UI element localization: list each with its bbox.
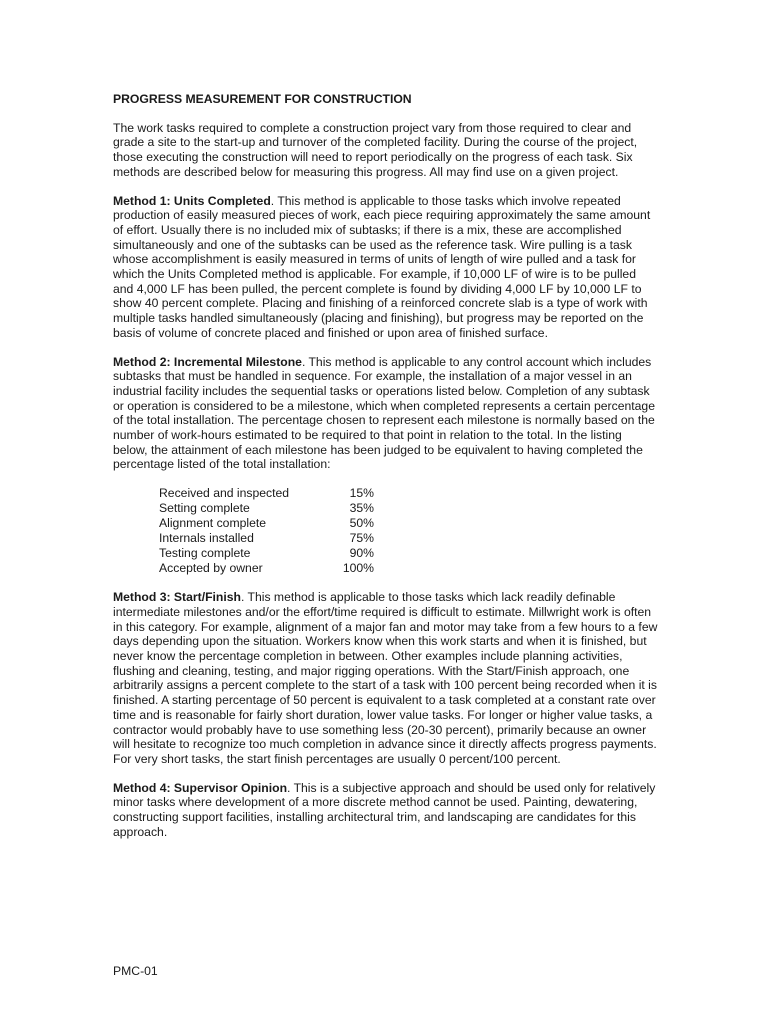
method-4-paragraph — [113, 781, 658, 840]
milestone-percent: 50% — [349, 516, 374, 531]
method-4-body: . This is a subjective approach and should be used only for relatively minor tasks where development of a more discrete method cannot be used. Painting, dewatering, constructing support facilities, installing architectural trim, and landscaping are candidates for this approach. — [113, 780, 656, 839]
milestone-percent: 15% — [349, 486, 374, 501]
method-2-body: . This method is applicable to any control account which includes subtasks that must be handled in sequence. For example, the installation of a major vessel in an industrial facility includes the sequential tasks or operations listed below. Completion of any subtask or operation is considered to be a milestone, which when completed represents a certain percentage of the total installation. The percentage chosen to represent each milestone is normally based on the number of work-hours estimated to be required to that point in relation to the total. In the listing below, the attainment of each milestone has been judged to be equivalent to having completed the percentage listed of the total installation: — [113, 354, 655, 472]
document-title: PROGRESS MEASUREMENT FOR CONSTRUCTION — [113, 92, 412, 106]
method-1-paragraph — [113, 194, 658, 341]
method-3-body: . This method is applicable to those tasks which lack readily definable intermediate milestones and/or the effort/time required is difficult to estimate. Millwright work is often in this category. For example, alignment of a major fan and motor may take from a few hours to a few days depending upon the situation. Workers know when this work starts and when it is finished, but never know the percentage completion in between. Other examples include planning activities, flushing and cleaning, testing, and major rigging operations. With the Start/Finish approach, one arbitrarily assigns a percent complete to the start of a task with 100 percent being recorded when it is finished. A starting percentage of 50 percent is equivalent to a task completed at a constant rate over time and is reasonable for fairly short duration, lower value tasks. For longer or higher value tasks, a contractor would probably have to use something less (20-30 percent), primarily because an owner will hesitate to recognize too much completion in advance since it directly affects progress payments. For very short tasks, the start finish percentages are usually 0 percent/100 percent. — [113, 590, 658, 766]
page-footer: PMC-01 — [113, 964, 158, 978]
milestone-percent: 100% — [342, 561, 374, 576]
milestone-percent: 35% — [349, 501, 374, 516]
method-1-heading: Method 1: Units Completed — [113, 193, 271, 208]
milestone-label: Alignment complete — [159, 516, 267, 531]
milestone-row — [159, 531, 374, 546]
milestone-percent: 90% — [349, 546, 374, 561]
milestone-label: Accepted by owner — [159, 561, 263, 576]
document-content — [113, 92, 658, 853]
milestone-percent: 75% — [349, 531, 374, 546]
method-1-body: . This method is applicable to those tasks which involve repeated production of easily measured pieces of work, each piece requiring approximately the same amount of effort. Usually there is no included mix of subtasks; if there is a mix, these are accomplished simultaneously and one of the subtasks can be used as the reference task. Wire pulling is a task whose accomplishment is easily measured in terms of units of length of wire pulled and a task for which the Units Completed method is applicable. For example, if 10,000 LF of wire is to be pulled and 4,000 LF has been pulled, the percent complete is found by dividing 4,000 LF by 10,000 LF to show 40 percent complete. Placing and finishing of a reinforced concrete slab is a type of work with multiple tasks handled simultaneously (placing and finishing), but progress may be reported on the basis of volume of concrete placed and finished or upon area of finished surface. — [113, 193, 651, 340]
method-3-paragraph — [113, 590, 658, 766]
intro-paragraph: The work tasks required to complete a construction project vary from those required to clear and grade a site to the start-up and turnover of the completed facility. During the course of the project, those executing the construction will need to report periodically on the progress of each task. Six methods are described below for measuring this progress. All may find use on a given project. — [113, 120, 638, 179]
milestone-row — [159, 501, 374, 516]
method-3-heading: Method 3: Start/Finish — [113, 590, 241, 605]
milestone-label: Testing complete — [159, 546, 251, 561]
milestone-row — [159, 561, 374, 576]
method-4-heading: Method 4: Supervisor Opinion — [113, 780, 288, 795]
milestone-table — [159, 486, 374, 576]
milestone-label: Setting complete — [159, 501, 250, 516]
method-2-paragraph — [113, 355, 658, 473]
milestone-row — [159, 546, 374, 561]
milestone-label: Received and inspected — [159, 486, 290, 501]
method-2-heading: Method 2: Incremental Milestone — [113, 354, 302, 369]
milestone-row — [159, 516, 374, 531]
milestone-row — [159, 486, 374, 501]
milestone-label: Internals installed — [159, 531, 254, 546]
